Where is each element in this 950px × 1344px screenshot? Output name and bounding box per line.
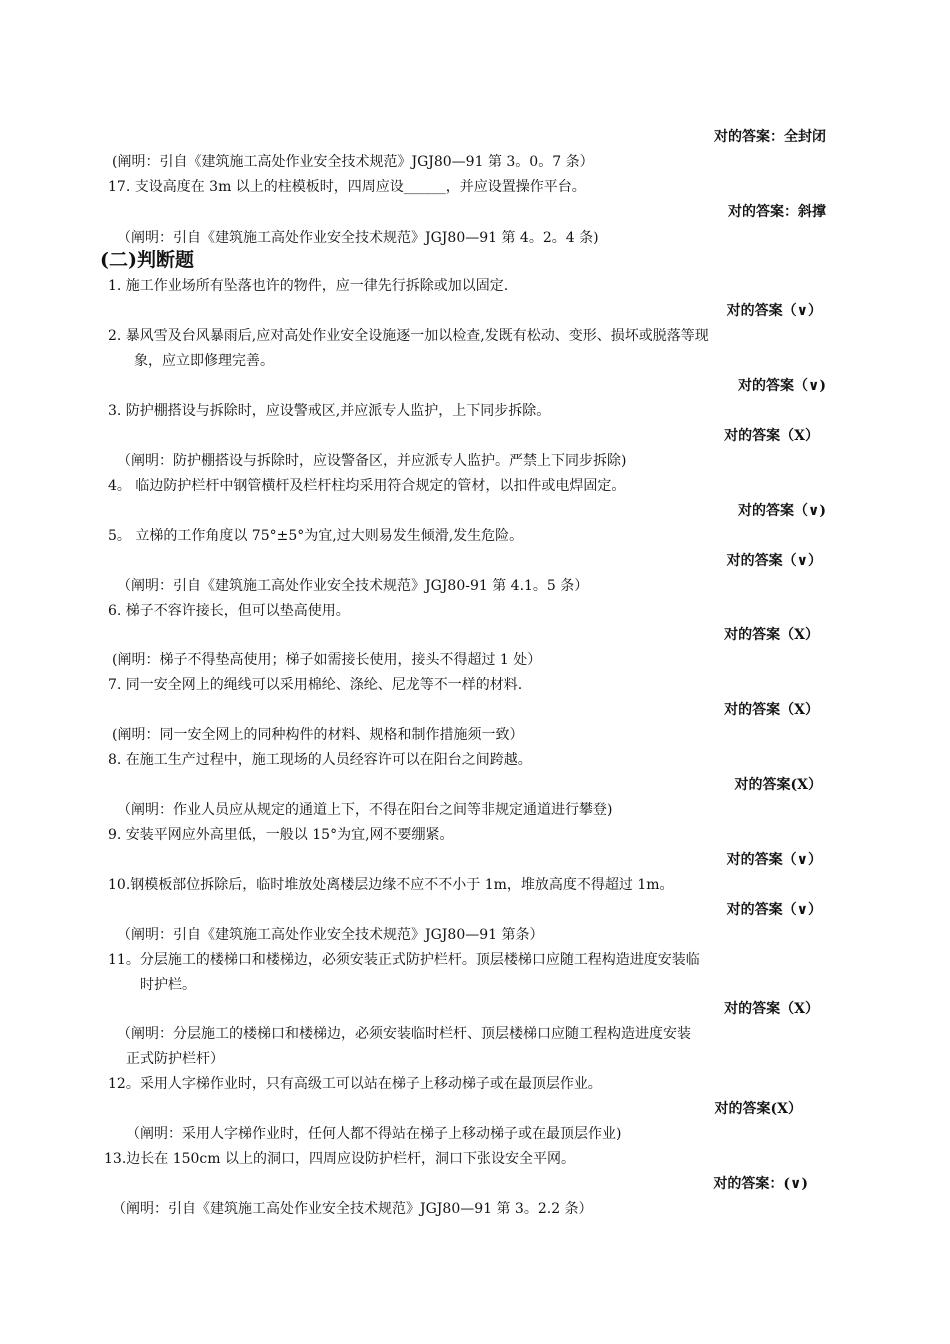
answer-line: 对的答案(X） bbox=[714, 1101, 802, 1117]
section-title: (二)判断题 bbox=[100, 249, 194, 271]
question-line: 5。 立梯的工作角度以 75°±5°为宜,过大则易发生倾滑,发生危险。 bbox=[108, 528, 524, 544]
answer-line: 对的答案（X） bbox=[724, 702, 819, 718]
answer-line: 对的答案（∨） bbox=[726, 303, 822, 319]
question-line: 1. 施工作业场所有坠落也许的物件，应一律先行拆除或加以固定. bbox=[108, 278, 509, 294]
note-line: （阐明：防护棚搭设与拆除时，应设警备区，并应派专人监护。严禁上下同步拆除) bbox=[117, 453, 627, 469]
note-line: （阐明：引自《建筑施工高处作业安全技术规范》JGJ80-91 第 4.1。5 条） bbox=[117, 578, 589, 594]
question-line: 2. 暴风雪及台风暴雨后,应对高处作业安全设施逐一加以检查,发既有松动、变形、损坏或脱落等现 bbox=[108, 328, 709, 344]
note-line: （阐明：作业人员应从规定的通道上下，不得在阳台之间等非规定通道进行攀登) bbox=[117, 802, 613, 818]
question-line: 6. 梯子不容许接长，但可以垫高使用。 bbox=[108, 603, 350, 619]
answer-line: 对的答案（X） bbox=[724, 1001, 819, 1017]
note-line: （阐明：引自《建筑施工高处作业安全技术规范》JGJ80—91 第 4。2。4 条) bbox=[117, 230, 599, 246]
question-line-cont: 时护栏。 bbox=[140, 977, 196, 993]
answer-line: 对的答案（∨) bbox=[738, 503, 826, 519]
answer-line: 对的答案（∨) bbox=[738, 378, 826, 394]
note-line: （阐明：分层施工的楼梯口和楼梯边，必须安装临时栏杆、顶层楼梯口应随工程构造进度安装 bbox=[117, 1026, 691, 1042]
answer-line: 对的答案：斜撑 bbox=[728, 204, 826, 220]
question-line: 11。分层施工的楼梯口和楼梯边，必须安装正式防护栏杆。顶层楼梯口应随工程构造进度安装临 bbox=[108, 952, 700, 968]
answer-line: 对的答案（X） bbox=[724, 428, 819, 444]
answer-line: 对的答案(X） bbox=[734, 777, 822, 793]
question-line: 3. 防护棚搭设与拆除时，应设警戒区,并应派专人监护，上下同步拆除。 bbox=[108, 403, 551, 419]
question-line: 10.钢模板部位拆除后，临时堆放处离楼层边缘不应不不小于 1m，堆放高度不得超过 1m。 bbox=[108, 877, 674, 893]
answer-line: 对的答案（∨） bbox=[726, 852, 822, 868]
question-line: 8. 在施工生产过程中，施工现场的人员经容许可以在阳台之间跨越。 bbox=[108, 752, 532, 768]
note-line: （阐明：引自《建筑施工高处作业安全技术规范》JGJ80—91 第 3。2.2 条） bbox=[112, 1201, 593, 1217]
answer-line: 对的答案（∨） bbox=[726, 553, 822, 569]
question-line: 13.边长在 150cm 以上的洞口，四周应设防护栏杆，洞口下张设安全平网。 bbox=[104, 1151, 576, 1167]
answer-line: 对的答案：全封闭 bbox=[714, 129, 826, 145]
note-line: (阐明：引自《建筑施工高处作业安全技术规范》JGJ80—91 第 3。0。7 条） bbox=[112, 154, 594, 170]
note-line: （阐明：引自《建筑施工高处作业安全技术规范》JGJ80—91 第条） bbox=[117, 927, 544, 943]
answer-line: 对的答案：(∨) bbox=[713, 1176, 808, 1192]
answer-line: 对的答案（X） bbox=[724, 627, 819, 643]
question-line: 9. 安装平网应外高里低，一般以 15°为宜,网不要绷紧。 bbox=[108, 827, 454, 843]
answer-line: 对的答案（∨） bbox=[726, 902, 822, 918]
note-line-cont: 正式防护栏杆） bbox=[126, 1051, 224, 1067]
question-line: 12。采用人字梯作业时，只有高级工可以站在梯子上移动梯子或在最顶层作业。 bbox=[108, 1076, 602, 1092]
question-line: 17. 支设高度在 3m 以上的柱模板时，四周应设______，并应设置操作平台。 bbox=[108, 179, 586, 195]
question-line: 7. 同一安全网上的绳线可以采用棉纶、涤纶、尼龙等不一样的材料. bbox=[108, 677, 523, 693]
question-line: 4。 临边防护栏杆中钢管横杆及栏杆柱均采用符合规定的管材，以扣件或电焊固定。 bbox=[108, 478, 626, 494]
question-line-cont: 象，应立即修理完善。 bbox=[134, 353, 274, 369]
note-line: （阐明：采用人字梯作业时，任何人都不得站在梯子上移动梯子或在最顶层作业) bbox=[126, 1126, 622, 1142]
note-line: (阐明：梯子不得垫高使用；梯子如需接长使用，接头不得超过 1 处） bbox=[112, 652, 542, 668]
note-line: (阐明：同一安全网上的同种构件的材料、规格和制作措施须一致） bbox=[112, 727, 524, 743]
